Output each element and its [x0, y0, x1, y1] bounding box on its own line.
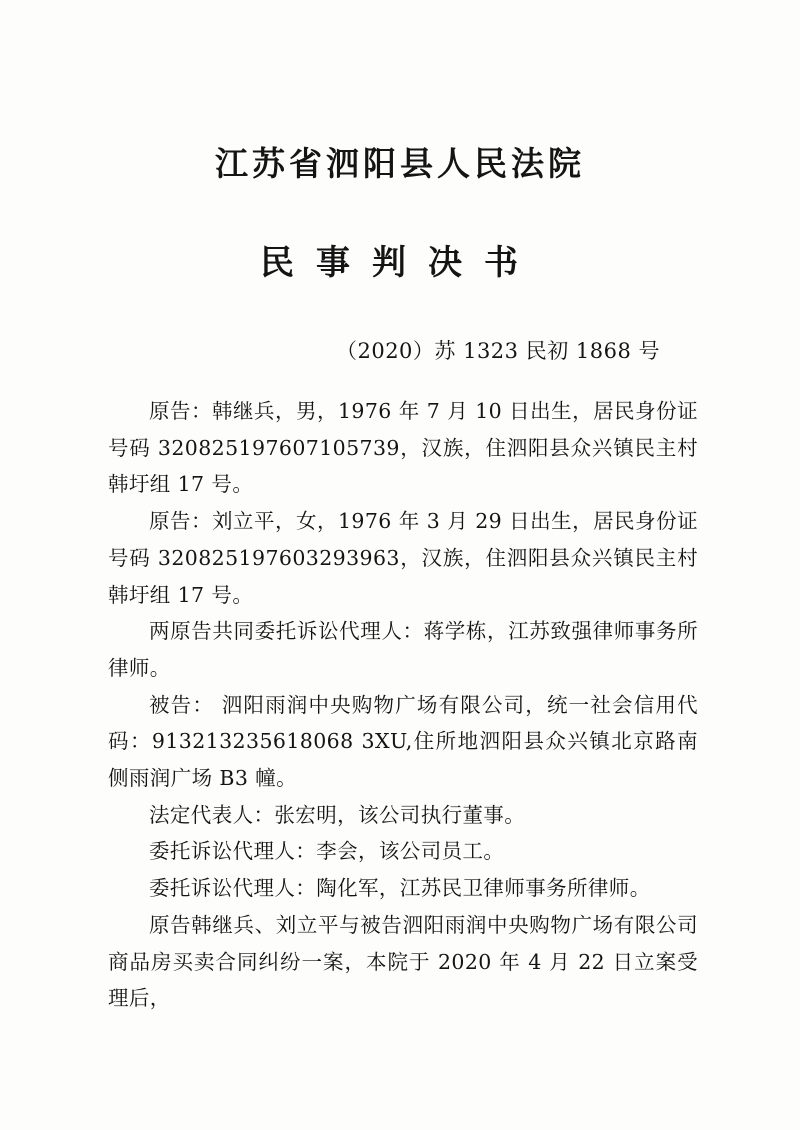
paragraph-plaintiff-1: 原告：韩继兵，男，1976 年 7 月 10 日出生，居民身份证号码 320825197607105739，汉族，住泗阳县众兴镇民主村韩圩组 17 号。	[108, 399, 698, 497]
document-type-title: 民事判决书	[260, 243, 540, 283]
court-name: 江苏省泗阳县人民法院	[215, 144, 585, 183]
case-number: （2020）苏 1323 民初 1868 号	[335, 339, 660, 363]
paragraph-legal-representative: 法定代表人：张宏明，该公司执行董事。	[149, 802, 526, 827]
paragraph-plaintiff-agent: 两原告共同委托诉讼代理人：蒋学栋，江苏致强律师事务所律师。	[108, 619, 698, 680]
paragraph-defendant: 被告： 泗阳雨润中央购物广场有限公司，统一社会信用代码：913213235618068 3XU,住所地泗阳县众兴镇北京路南侧雨润广场 B3 幢。	[108, 692, 698, 791]
paragraph-defendant-agent-1: 委托诉讼代理人：李会，该公司员工。	[149, 839, 505, 864]
judgment-body	[108, 393, 698, 1017]
paragraph-case-summary: 原告韩继兵、刘立平与被告泗阳雨润中央购物广场有限公司商品房买卖合同纠纷一案，本院于 2020 年 4 月 22 日立案受理后，	[108, 912, 698, 1011]
paragraph-plaintiff-2: 原告：刘立平，女，1976 年 3 月 29 日出生，居民身份证号码 320825197603293963，汉族，住泗阳县众兴镇民主村韩圩组 17 号。	[108, 509, 698, 607]
paragraph-defendant-agent-2: 委托诉讼代理人：陶化军，江苏民卫律师事务所律师。	[149, 876, 651, 901]
